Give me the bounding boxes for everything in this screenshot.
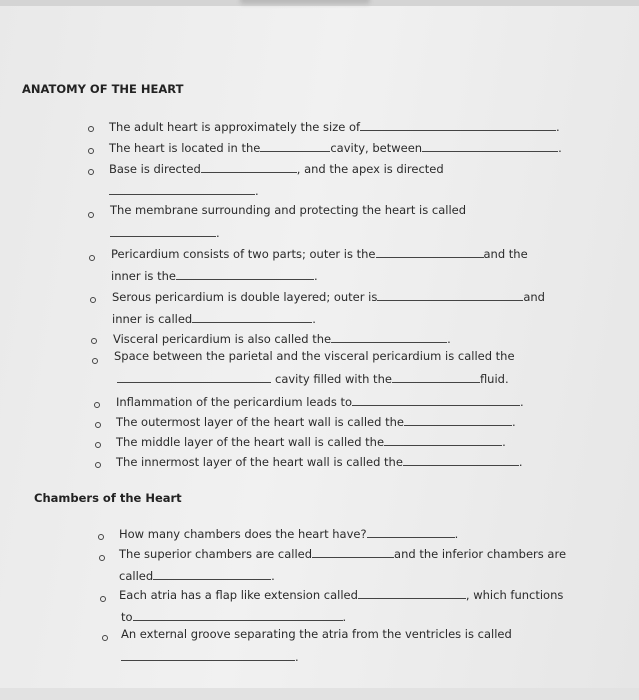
answer-blank[interactable] [377, 289, 523, 301]
question-external-groove: An external groove separating the atria from the ventricles is called [121, 627, 512, 641]
bullet-icon [88, 126, 94, 132]
bullet-icon [88, 169, 94, 175]
answer-blank[interactable] [133, 609, 343, 621]
bullet-icon [89, 255, 95, 261]
question-middle-layer: The middle layer of the heart wall is called the . [116, 435, 506, 449]
bullet-icon [98, 534, 104, 540]
answer-blank[interactable] [192, 311, 312, 323]
question-adult-size: The adult heart is approximately the size of . [109, 120, 560, 134]
bullet-icon [94, 402, 100, 408]
answer-blank[interactable] [360, 119, 556, 131]
cropped-title-fragment [240, 0, 370, 4]
question-innermost-layer: The innermost layer of the heart wall is called the . [116, 455, 523, 469]
answer-blank[interactable] [367, 526, 455, 538]
question-heart-location: The heart is located in the cavity, between . [109, 141, 562, 155]
answer-blank[interactable] [117, 371, 271, 383]
question-membrane: The membrane surrounding and protecting the heart is called [110, 203, 467, 217]
bullet-icon [92, 358, 98, 364]
bullet-icon [95, 422, 101, 428]
answer-blank[interactable] [110, 225, 216, 237]
question-atria-flap-cont: to . [121, 610, 347, 624]
answer-blank[interactable] [109, 183, 255, 195]
question-visceral: Visceral pericardium is also called the . [113, 332, 451, 346]
question-superior-chambers-cont: called . [119, 569, 275, 583]
question-membrane-cont: . [110, 225, 220, 240]
answer-blank[interactable] [403, 454, 519, 466]
bullet-icon [90, 297, 96, 303]
answer-blank[interactable] [376, 246, 484, 258]
answer-blank[interactable] [384, 434, 502, 446]
answer-blank[interactable] [153, 568, 271, 580]
bullet-icon [100, 596, 106, 602]
answer-blank[interactable] [422, 140, 558, 152]
bullet-icon [95, 462, 101, 468]
question-external-groove-cont: . [121, 649, 299, 664]
question-base-direction: Base is directed , and the apex is directed [109, 162, 444, 176]
answer-blank[interactable] [404, 414, 512, 426]
bottom-edge [0, 688, 639, 700]
answer-blank[interactable] [201, 161, 297, 173]
bullet-icon [88, 212, 94, 218]
question-base-direction-cont: . [109, 183, 259, 198]
question-space-cont: cavity filled with the fluid. [117, 371, 509, 386]
page-title: ANATOMY OF THE HEART [22, 82, 184, 96]
answer-blank[interactable] [352, 394, 520, 406]
question-chamber-count: How many chambers does the heart have? . [119, 527, 459, 541]
bullet-icon [95, 442, 101, 448]
question-inflammation: Inflammation of the pericardium leads to . [116, 395, 524, 409]
bullet-icon [88, 148, 94, 154]
bullet-icon [99, 555, 105, 561]
answer-blank[interactable] [312, 546, 394, 558]
answer-blank[interactable] [121, 649, 295, 661]
bullet-icon [91, 338, 97, 344]
question-pericardium-parts: Pericardium consists of two parts; outer is the and the [111, 247, 528, 261]
answer-blank[interactable] [176, 268, 314, 280]
answer-blank[interactable] [331, 331, 447, 343]
question-atria-flap: Each atria has a flap like extension called , which functions [119, 588, 564, 602]
question-pericardium-parts-cont: inner is the . [111, 269, 318, 283]
answer-blank[interactable] [392, 371, 480, 383]
bullet-icon [102, 635, 108, 641]
question-outermost-layer: The outermost layer of the heart wall is called the . [116, 415, 516, 429]
question-serous-pericardium: Serous pericardium is double layered; outer is and [112, 290, 545, 304]
question-space: Space between the parietal and the visceral pericardium is called the [114, 349, 515, 363]
question-superior-chambers: The superior chambers are called and the inferior chambers are [119, 547, 567, 561]
question-serous-pericardium-cont: inner is called . [112, 312, 316, 326]
answer-blank[interactable] [260, 140, 330, 152]
answer-blank[interactable] [358, 587, 466, 599]
section-title-chambers: Chambers of the Heart [34, 491, 182, 505]
